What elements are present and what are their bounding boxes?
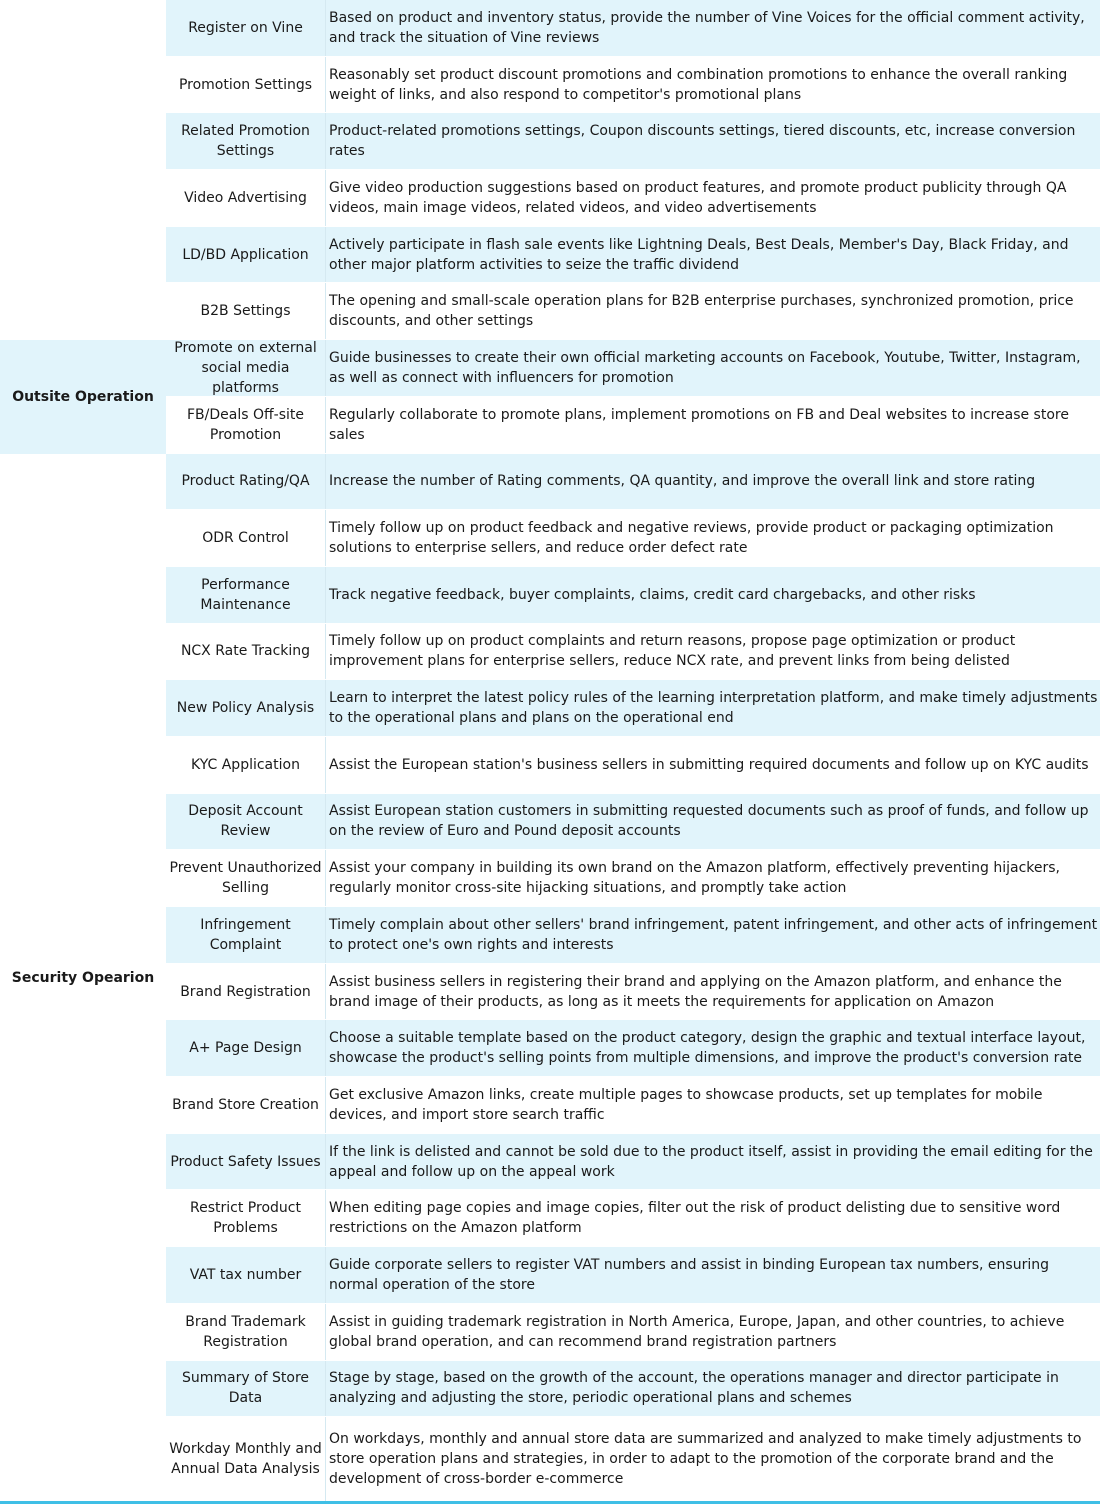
item-name: A+ Page Design xyxy=(166,1020,326,1076)
item-description: Timely follow up on product feedback and negative reviews, provide product or packaging optimization solutions to enterprise sellers, and reduce order defect rate xyxy=(329,520,1054,557)
table-row xyxy=(166,680,1100,737)
table-row xyxy=(166,1134,1100,1191)
item-description: Guide corporate sellers to register VAT numbers and assist in binding European tax numbers, ensuring normal operation of the store xyxy=(329,1256,1049,1293)
table-row xyxy=(166,1304,1100,1361)
item-description: If the link is delisted and cannot be sold due to the product itself, assist in providing the email editing for the appeal and follow up on the appeal work xyxy=(329,1143,1093,1180)
item-name: Register on Vine xyxy=(166,0,326,56)
item-description: Reasonably set product discount promotions and combination promotions to enhance the overall ranking weight of links, and also respond to competitor's promotional plans xyxy=(329,66,1068,103)
item-description: Increase the number of Rating comments, QA quantity, and improve the overall link and store rating xyxy=(329,473,1036,490)
item-name: Infringement Complaint xyxy=(166,907,326,963)
item-name: Video Advertising xyxy=(166,170,326,226)
item-description: Timely complain about other sellers' brand infringement, patent infringement, and other acts of infringement to protect one's own rights and interests xyxy=(329,916,1098,953)
item-description: Learn to interpret the latest policy rules of the learning interpretation platform, and make timely adjustments to the operational plans and plans on the operational end xyxy=(329,690,1098,727)
item-name: Summary of Store Data xyxy=(166,1361,326,1417)
item-description: Choose a suitable template based on the product category, design the graphic and textual interface layout, showcase the product's selling points from multiple dimensions, and improve the product's conversion rate xyxy=(329,1030,1086,1067)
item-description: Assist European station customers in submitting requested documents such as proof of funds, and follow up on the review of Euro and Pound deposit accounts xyxy=(329,803,1089,840)
item-description: Assist the European station's business sellers in submitting required documents and follow up on KYC audits xyxy=(329,756,1089,773)
category-label: Security Opearion xyxy=(11,969,155,986)
item-name: KYC Application xyxy=(166,737,326,793)
table-row xyxy=(166,227,1100,284)
table-row xyxy=(166,624,1100,681)
item-name: NCX Rate Tracking xyxy=(166,624,326,680)
category-outsite-operation xyxy=(0,340,166,454)
item-name: Prevent Unauthorized Selling xyxy=(166,850,326,906)
item-description: Assist your company in building its own brand on the Amazon platform, effectively preventing hijackers, regularly monitor cross-site hijacking situations, and promptly take action xyxy=(329,860,1060,897)
item-name: VAT tax number xyxy=(166,1247,326,1303)
table-row xyxy=(166,454,1100,511)
item-name: Workday Monthly and Annual Data Analysis xyxy=(166,1417,326,1501)
item-name: Related Promotion Settings xyxy=(166,113,326,169)
table-row xyxy=(166,283,1100,340)
table-row xyxy=(166,170,1100,227)
item-name: New Policy Analysis xyxy=(166,680,326,736)
item-name: B2B Settings xyxy=(166,283,326,339)
item-description: When editing page copies and image copies, filter out the risk of product delisting due to sensitive word restrictions on the Amazon platform xyxy=(329,1200,1061,1237)
item-description: On workdays, monthly and annual store data are summarized and analyzed to make timely adjustments to store operation plans and strategies, in order to adapt to the promotion of the corporate brand and the development of cross-border e-commerce xyxy=(329,1431,1082,1488)
item-description: Guide businesses to create their own official marketing accounts on Facebook, Youtube, Twitter, Instagram, as well as connect with influencers for promotion xyxy=(329,349,1081,386)
item-name: Deposit Account Review xyxy=(166,794,326,850)
table-row xyxy=(166,340,1100,397)
item-description: Stage by stage, based on the growth of the account, the operations manager and director participate in analyzing and adjusting the store, periodic operational plans and schemes xyxy=(329,1370,1059,1407)
table-bottom-border xyxy=(0,1501,1100,1504)
item-name: Product Rating/QA xyxy=(166,454,326,510)
table-row xyxy=(166,0,1100,57)
item-name: Promote on external social media platforms xyxy=(166,340,326,396)
table-row xyxy=(166,964,1100,1021)
table-rows xyxy=(166,0,1100,1502)
item-name: FB/Deals Off-site Promotion xyxy=(166,397,326,453)
table-row xyxy=(166,397,1100,454)
item-description: Based on product and inventory status, provide the number of Vine Voices for the official comment activity, and track the situation of Vine reviews xyxy=(329,9,1085,46)
item-name: Brand Store Creation xyxy=(166,1077,326,1133)
table-row xyxy=(166,113,1100,170)
item-description: Assist business sellers in registering their brand and applying on the Amazon platform, and enhance the brand image of their products, as long as it meets the requirements for application on Amazon xyxy=(329,973,1062,1010)
item-description: Product-related promotions settings, Coupon discounts settings, tiered discounts, etc, increase conversion rates xyxy=(329,123,1076,160)
item-description: Regularly collaborate to promote plans, implement promotions on FB and Deal websites to increase store sales xyxy=(329,406,1069,443)
item-name: Performance Maintenance xyxy=(166,567,326,623)
table-row xyxy=(166,794,1100,851)
table-row xyxy=(166,57,1100,114)
table-row xyxy=(166,1020,1100,1077)
table-row xyxy=(166,1190,1100,1247)
table-row xyxy=(166,1077,1100,1134)
table-row xyxy=(166,737,1100,794)
table-row xyxy=(166,1247,1100,1304)
table-row xyxy=(166,510,1100,567)
table-row xyxy=(166,567,1100,624)
item-description: Get exclusive Amazon links, create multiple pages to showcase products, set up templates for mobile devices, and import store search traffic xyxy=(329,1086,1043,1123)
table-row xyxy=(166,850,1100,907)
item-name: Restrict Product Problems xyxy=(166,1190,326,1246)
item-description: The opening and small-scale operation plans for B2B enterprise purchases, synchronized promotion, price discounts, and other settings xyxy=(329,293,1074,330)
item-name: ODR Control xyxy=(166,510,326,566)
item-name: Brand Trademark Registration xyxy=(166,1304,326,1360)
item-description: Assist in guiding trademark registration in North America, Europe, Japan, and other countries, to achieve global brand operation, and can recommend brand registration partners xyxy=(329,1313,1065,1350)
item-description: Timely follow up on product complaints and return reasons, propose page optimization or product improvement plans for enterprise sellers, reduce NCX rate, and prevent links from being delisted xyxy=(329,633,1016,670)
category-label: Outsite Operation xyxy=(12,389,154,405)
item-name: Promotion Settings xyxy=(166,57,326,113)
item-name: LD/BD Application xyxy=(166,227,326,283)
table-row xyxy=(166,1361,1100,1418)
item-description: Track negative feedback, buyer complaints, claims, credit card chargebacks, and other risks xyxy=(329,586,976,603)
category-security-operation xyxy=(0,454,166,1501)
item-name: Brand Registration xyxy=(166,964,326,1020)
item-description: Give video production suggestions based on product features, and promote product publicity through QA videos, main image videos, related videos, and video advertisements xyxy=(329,179,1067,216)
table-row xyxy=(166,907,1100,964)
table-row xyxy=(166,1417,1100,1502)
item-description: Actively participate in flash sale events like Lightning Deals, Best Deals, Member's Day, Black Friday, and other major platform activities to seize the traffic dividend xyxy=(329,236,1069,273)
item-name: Product Safety Issues xyxy=(166,1134,326,1190)
